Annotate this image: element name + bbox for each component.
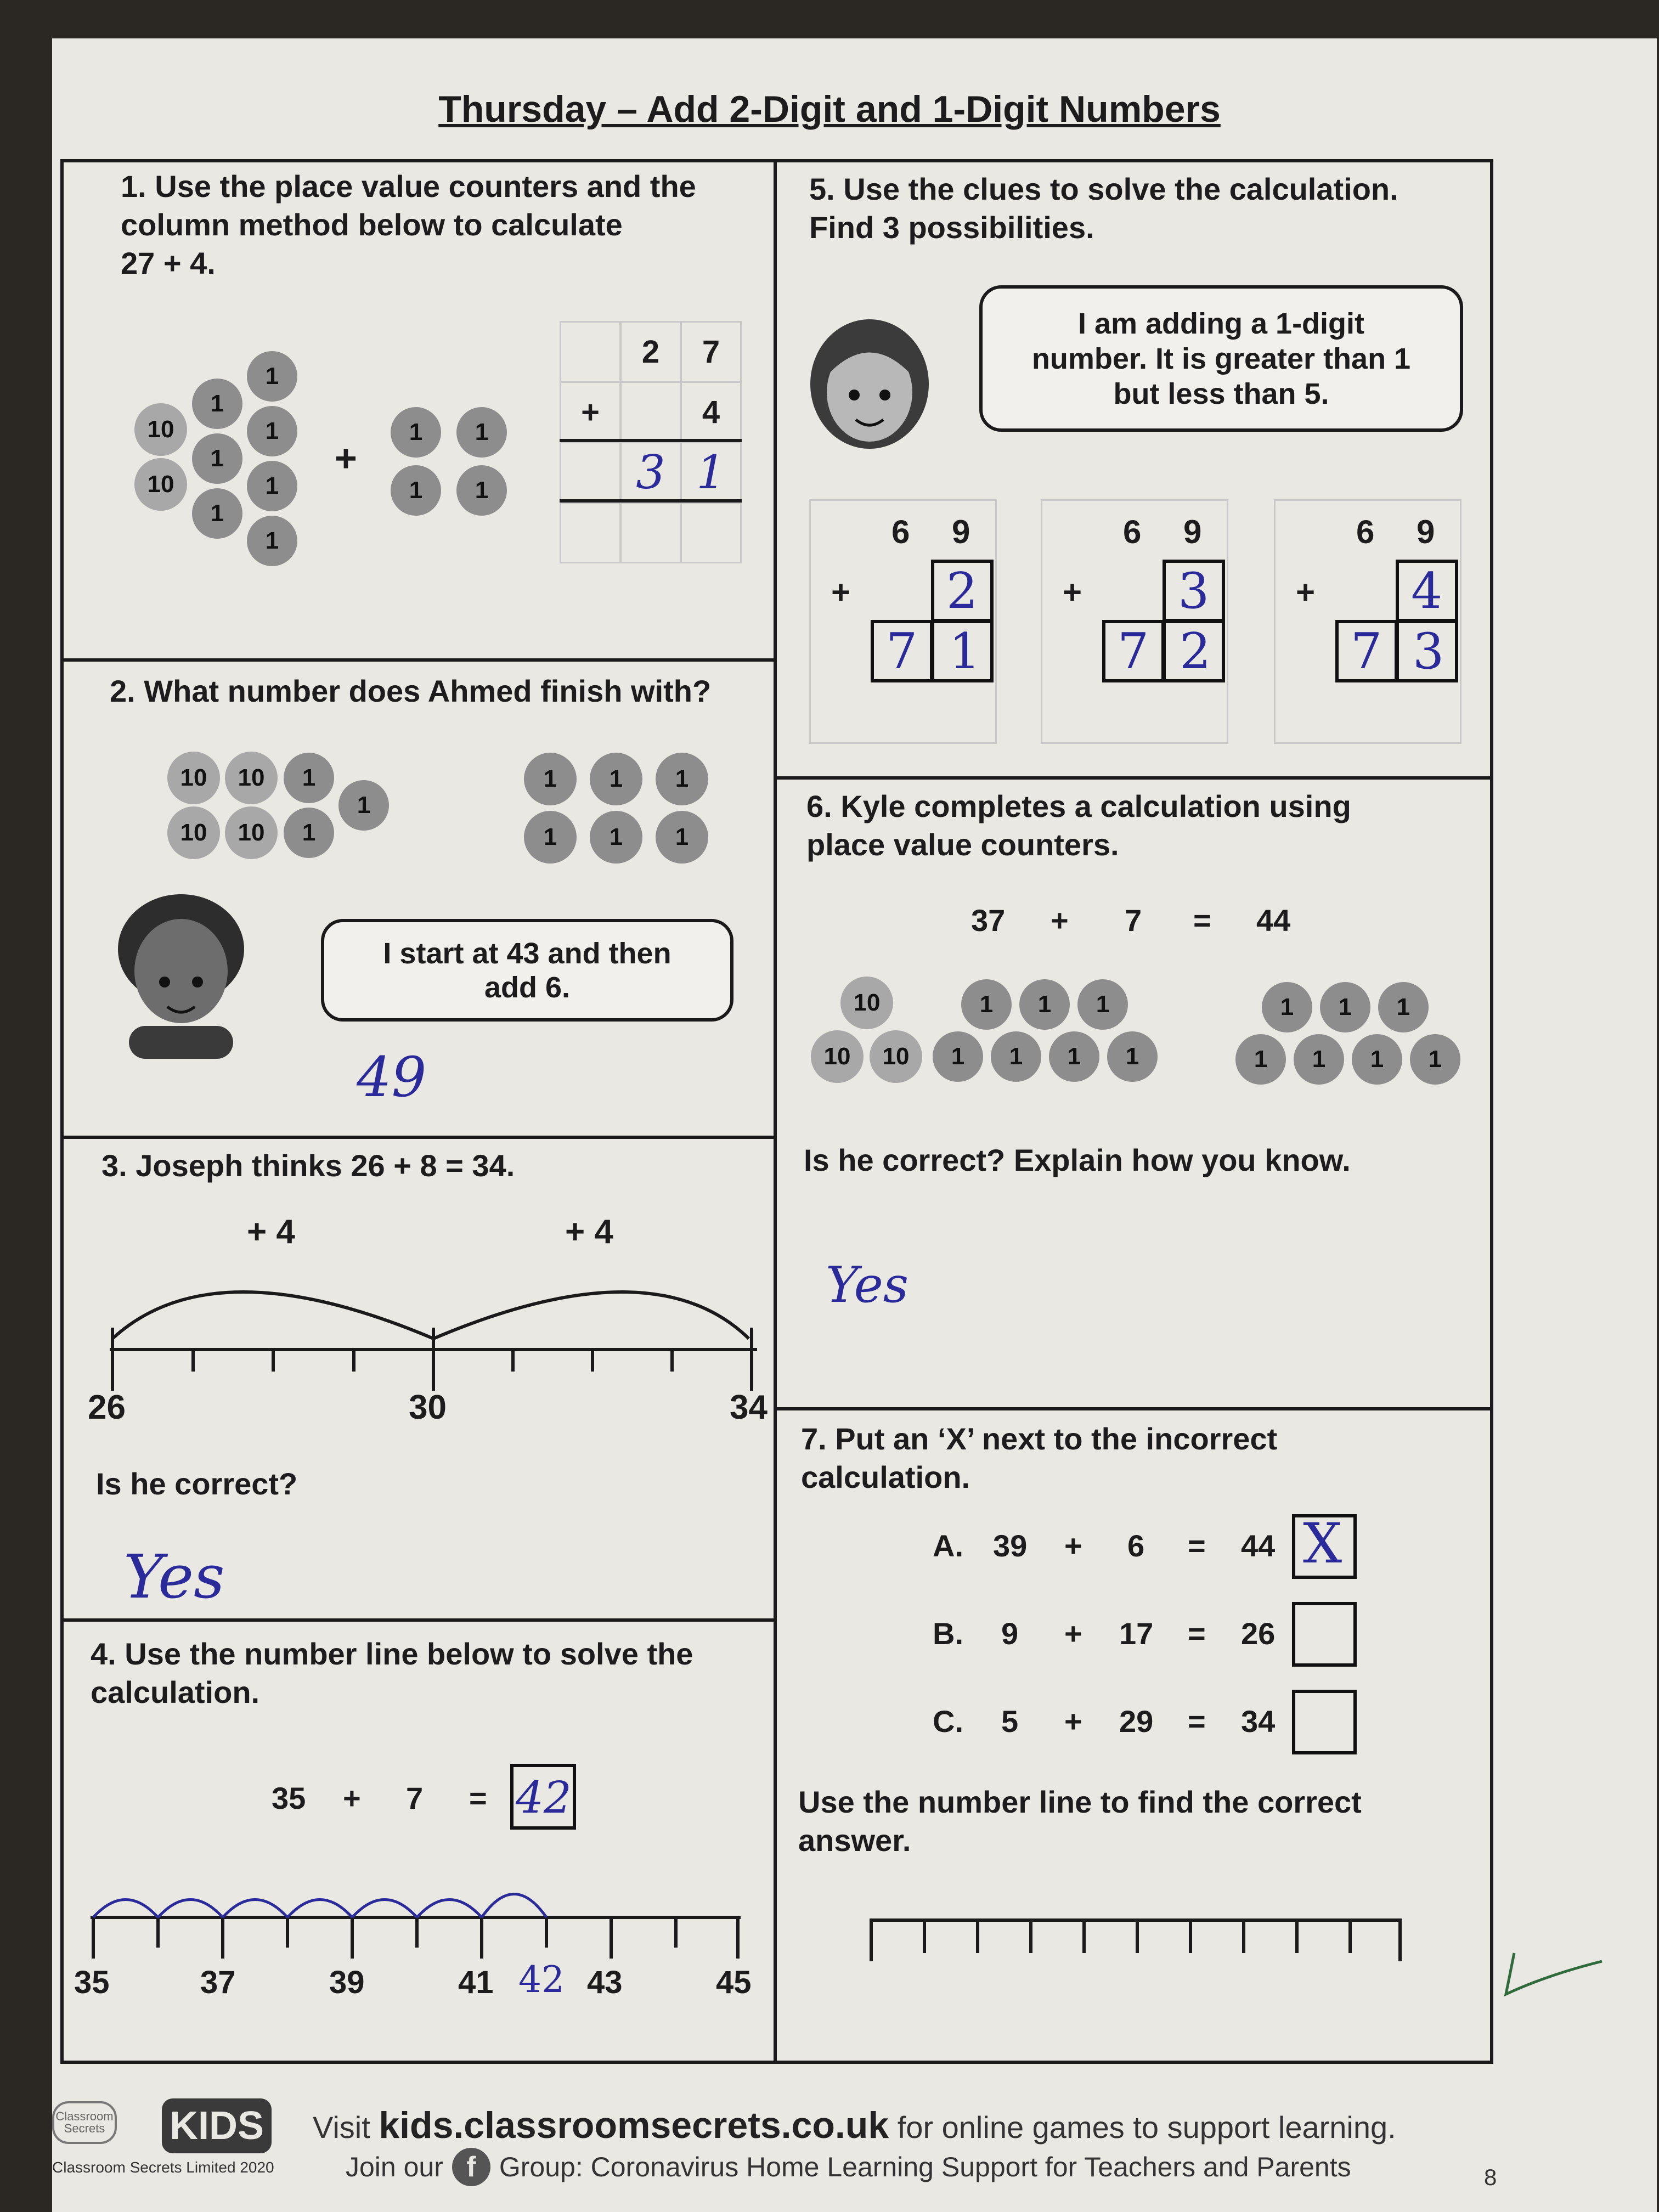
q6-eq-a: 37 — [971, 903, 1006, 938]
counter-ten: 10 — [134, 403, 187, 456]
q4-label-41: 41 — [458, 1965, 494, 2000]
kids-logo: KIDS — [162, 2098, 272, 2153]
row-result: 34 — [1241, 1704, 1276, 1739]
girl-speech-bubble — [979, 285, 1463, 432]
visit-pre: Visit — [313, 2110, 370, 2145]
counter-one: 1 — [590, 811, 642, 864]
row-b: 17 — [1119, 1616, 1154, 1651]
q7-prompt-line1: 7. Put an ‘X’ next to the incorrect — [801, 1421, 1278, 1456]
q4-label-37: 37 — [200, 1965, 236, 2000]
q4-label-45: 45 — [716, 1965, 752, 2000]
row-letter: A. — [933, 1528, 963, 1563]
q6-eq-eq: = — [1193, 903, 1211, 938]
grid-plus: + — [831, 574, 851, 611]
q1-prompt-line1: 1. Use the place value counters and the — [121, 169, 696, 204]
row-b: 29 — [1119, 1704, 1154, 1739]
counter-one: 1 — [656, 811, 708, 864]
counter-one: 1 — [247, 406, 297, 456]
counter-one: 1 — [456, 465, 507, 516]
divider-q3-q4 — [60, 1618, 777, 1622]
q6-question: Is he correct? Explain how you know. — [804, 1143, 1351, 1177]
grid-result-ones-handwritten: 2 — [1180, 623, 1211, 680]
row-a: 9 — [1001, 1616, 1019, 1651]
grid-result-tens-handwritten: 7 — [1118, 623, 1149, 680]
counter-one: 1 — [590, 753, 642, 805]
row-checkbox[interactable] — [1292, 1690, 1357, 1754]
q1-prompt-line2: column method below to calculate — [121, 207, 623, 242]
row-op: + — [1064, 1616, 1082, 1651]
grid-tens: 6 — [1123, 514, 1142, 550]
q6-answer-handwritten: Yes — [826, 1256, 909, 1314]
row-a: 39 — [993, 1528, 1028, 1563]
q4-prompt-line1: 4. Use the number line below to solve the — [91, 1637, 693, 1671]
row-x-mark-handwritten: X — [1303, 1511, 1342, 1576]
answer-ones-handwritten: 1 — [680, 442, 742, 503]
counter-ten: 10 — [840, 977, 893, 1029]
classroom-secrets-logo: Classroom Secrets — [52, 2101, 117, 2144]
column-rule-top — [560, 439, 742, 442]
counter-one: 1 — [1410, 1034, 1460, 1085]
divider-q5-q6 — [774, 776, 1490, 780]
row-a: 5 — [1001, 1704, 1019, 1739]
counter-one: 1 — [284, 753, 334, 803]
q2-answer-handwritten: 49 — [357, 1045, 427, 1109]
q4-prompt — [91, 1635, 693, 1712]
grid-add-handwritten: 4 — [1411, 562, 1443, 620]
counter-one: 1 — [991, 1031, 1041, 1082]
column-cell — [560, 321, 621, 382]
column-cell — [620, 502, 681, 563]
q3-answer-handwritten: Yes — [123, 1542, 225, 1612]
row-result: 44 — [1241, 1528, 1276, 1563]
counter-one: 1 — [1235, 1034, 1286, 1085]
counter-ten: 10 — [225, 752, 278, 804]
q1-plus-sign: + — [335, 437, 357, 479]
column-cell — [620, 381, 681, 443]
grid-ones: 9 — [1183, 514, 1202, 550]
counter-one: 1 — [1262, 982, 1312, 1032]
q5-prompt — [809, 170, 1398, 247]
row-b: 6 — [1127, 1528, 1145, 1563]
q7-prompt-line2: calculation. — [801, 1460, 970, 1494]
q1-prompt — [121, 167, 696, 283]
grid-result-tens-handwritten: 7 — [1351, 623, 1383, 680]
column-cell: + — [560, 381, 621, 443]
q4-prompt-line2: calculation. — [91, 1675, 260, 1709]
column-cell: 2 — [620, 321, 681, 382]
row-op: + — [1064, 1528, 1082, 1563]
speech-line: I am adding a 1-digit — [1077, 307, 1365, 340]
q4-equation-b: 7 — [406, 1781, 424, 1815]
teacher-tick-mark — [1498, 1942, 1607, 2008]
counter-one: 1 — [456, 407, 507, 458]
q4-label-43: 43 — [587, 1965, 623, 2000]
q3-jump-label-1: + 4 — [247, 1213, 295, 1251]
column-rule-bottom — [560, 499, 742, 503]
counter-one: 1 — [192, 433, 242, 484]
counter-one: 1 — [961, 979, 1012, 1030]
join-pre: Join our — [346, 2152, 443, 2182]
grid-plus: + — [1296, 574, 1316, 611]
column-cell: 4 — [680, 381, 742, 443]
counter-ten: 10 — [167, 752, 220, 804]
counter-one: 1 — [391, 407, 441, 458]
q4-equation-eq: = — [469, 1781, 487, 1815]
counter-one: 1 — [1352, 1034, 1402, 1085]
q4-equation-op: + — [343, 1781, 361, 1815]
counter-one: 1 — [1320, 982, 1370, 1032]
grid-plus: + — [1063, 574, 1082, 611]
ahmed-speech-bubble — [321, 919, 733, 1022]
q4-label-39: 39 — [329, 1965, 365, 2000]
divider-q6-q7 — [774, 1407, 1490, 1410]
column-cell — [560, 502, 621, 563]
counter-one: 1 — [1107, 1031, 1158, 1082]
q3-number-line — [104, 1256, 763, 1399]
row-letter: C. — [933, 1704, 963, 1739]
counter-one: 1 — [933, 1031, 983, 1082]
center-divider — [774, 159, 777, 2061]
visit-line — [313, 2104, 1396, 2147]
girl-avatar — [809, 318, 930, 461]
column-cell: 7 — [680, 321, 742, 382]
counter-ten: 10 — [225, 806, 278, 859]
join-line — [346, 2148, 1351, 2186]
row-eq: = — [1188, 1704, 1206, 1739]
visit-post: for online games to support learning. — [897, 2110, 1396, 2145]
grid-ones: 9 — [952, 514, 970, 550]
counter-one: 1 — [391, 465, 441, 516]
row-op: + — [1064, 1704, 1082, 1739]
grid-ones: 9 — [1417, 514, 1435, 550]
counter-one: 1 — [1019, 979, 1070, 1030]
ahmed-avatar — [112, 889, 250, 1059]
q4-number-line — [85, 1865, 754, 1970]
counter-one: 1 — [1049, 1031, 1099, 1082]
q7-number-line — [867, 1915, 1415, 1970]
speech-line: add 6. — [484, 970, 571, 1004]
visit-url-link[interactable]: kids.classroomsecrets.co.uk — [379, 2104, 889, 2146]
q6-eq-result: 44 — [1256, 903, 1291, 938]
row-eq: = — [1188, 1528, 1206, 1563]
counter-one: 1 — [192, 488, 242, 539]
q3-label-26: 26 — [88, 1389, 126, 1426]
grid-result-ones-handwritten: 3 — [1413, 623, 1444, 680]
counter-one: 1 — [1294, 1034, 1344, 1085]
counter-one: 1 — [247, 516, 297, 566]
q7-instruction — [798, 1783, 1362, 1860]
counter-one: 1 — [284, 808, 334, 858]
q7-instruction-line2: answer. — [798, 1823, 911, 1858]
counter-one: 1 — [524, 753, 577, 805]
counter-one: 1 — [656, 753, 708, 805]
q6-eq-op: + — [1051, 903, 1069, 938]
q1-prompt-line3: 27 + 4. — [121, 246, 216, 280]
grid-result-ones-handwritten: 1 — [949, 623, 981, 680]
page-title: Thursday – Add 2-Digit and 1-Digit Numbers — [438, 88, 1221, 130]
grid-tens: 6 — [1356, 514, 1375, 550]
column-cell — [560, 442, 621, 503]
q3-prompt: 3. Joseph thinks 26 + 8 = 34. — [101, 1148, 515, 1183]
q6-prompt-line1: 6. Kyle completes a calculation using — [806, 789, 1351, 823]
counter-one: 1 — [247, 351, 297, 402]
q4-answer-handwritten: 42 — [516, 1772, 572, 1823]
q4-label-35: 35 — [74, 1965, 110, 2000]
answer-tens-handwritten: 3 — [620, 442, 681, 503]
q3-label-34: 34 — [730, 1389, 768, 1426]
grid-tens: 6 — [891, 514, 910, 550]
q5-prompt-line2: Find 3 possibilities. — [809, 210, 1094, 245]
row-letter: B. — [933, 1616, 963, 1651]
q2-prompt: 2. What number does Ahmed finish with? — [110, 674, 712, 708]
q3-question: Is he correct? — [96, 1466, 298, 1501]
page-number: 8 — [1484, 2164, 1497, 2190]
q6-eq-b: 7 — [1125, 903, 1142, 938]
counter-one: 1 — [1077, 979, 1128, 1030]
q6-prompt — [806, 787, 1351, 864]
row-result: 26 — [1241, 1616, 1276, 1651]
counter-ten: 10 — [167, 806, 220, 859]
q3-jump-label-2: + 4 — [565, 1213, 613, 1251]
q7-instruction-line1: Use the number line to find the correct — [798, 1785, 1362, 1819]
counter-ten: 10 — [134, 458, 187, 511]
copyright-text: Classroom Secrets Limited 2020 — [52, 2159, 274, 2176]
speech-line: number. It is greater than 1 — [1031, 342, 1411, 375]
divider-q1-q2 — [60, 658, 777, 662]
row-eq: = — [1188, 1616, 1206, 1651]
q6-prompt-line2: place value counters. — [806, 827, 1119, 862]
facebook-icon[interactable]: f — [452, 2148, 490, 2186]
divider-q2-q3 — [60, 1136, 777, 1139]
counter-one: 1 — [338, 780, 389, 831]
grid-result-tens-handwritten: 7 — [886, 623, 918, 680]
counter-one: 1 — [1378, 982, 1429, 1032]
counter-one: 1 — [247, 461, 297, 511]
column-cell — [680, 502, 742, 563]
counter-one: 1 — [192, 379, 242, 429]
grid-add-handwritten: 2 — [946, 562, 978, 620]
q3-label-30: 30 — [409, 1389, 447, 1426]
q4-equation-a: 35 — [272, 1781, 306, 1815]
counter-ten: 10 — [870, 1030, 922, 1083]
q5-prompt-line1: 5. Use the clues to solve the calculation. — [809, 172, 1398, 206]
q4-written-42: 42 — [518, 1959, 565, 2001]
speech-line: I start at 43 and then — [383, 936, 672, 970]
speech-line: but less than 5. — [1113, 377, 1329, 410]
join-post: Group: Coronavirus Home Learning Support for Teachers and Parents — [499, 2152, 1351, 2182]
grid-add-handwritten: 3 — [1178, 562, 1210, 620]
counter-one: 1 — [524, 811, 577, 864]
q7-prompt — [801, 1420, 1277, 1497]
row-checkbox[interactable] — [1292, 1602, 1357, 1667]
counter-ten: 10 — [811, 1030, 864, 1083]
